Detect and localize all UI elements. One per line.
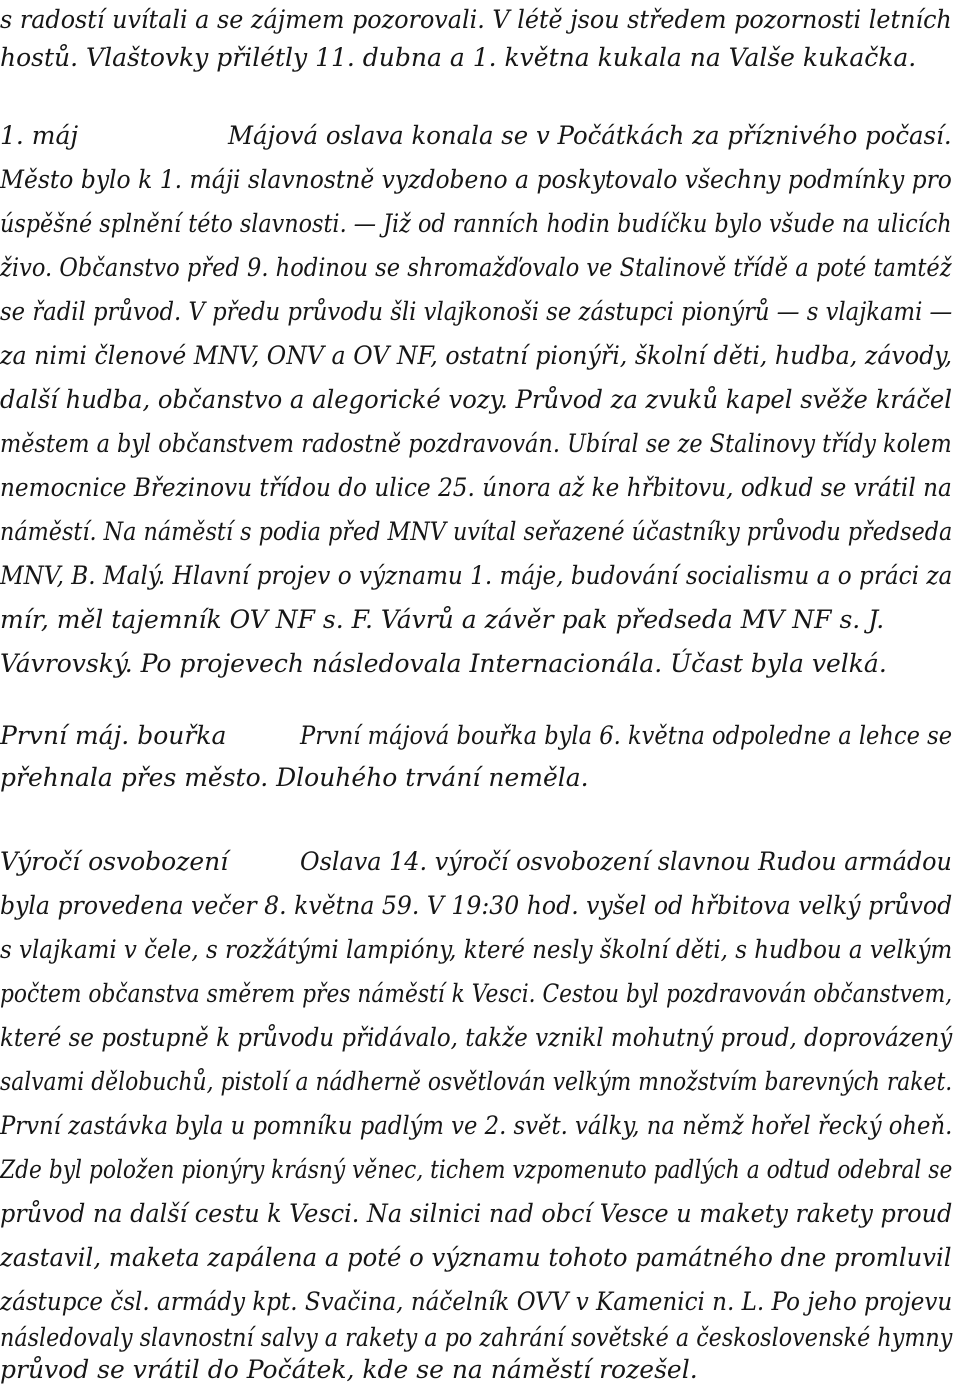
paragraph-line: průvod se vrátil do Počátek, kde se na náměstí rozešel. (0, 1355, 698, 1384)
paragraph-line: přehnala přes město. Dlouhého trvání neměla. (0, 763, 589, 792)
section-first-line-may: Májová oslava konala se v Počátkách za příznivého počasí. (228, 121, 952, 150)
paragraph-line: úspěšné splnění této slavnosti. — Již od ranních hodin budíčku bylo všude na ulicích (0, 209, 952, 238)
paragraph-line: které se postupně k průvodu přidávalo, takže vznikl mohutný proud, doprovázený (0, 1023, 953, 1052)
paragraph-line: mír, měl tajemník OV NF s. F. Vávrů a závěr pak předseda MV NF s. J. (0, 605, 885, 634)
paragraph-line: průvod na další cestu k Vesci. Na silnici nad obcí Vesce u makety rakety proud (0, 1199, 953, 1228)
paragraph-line: další hudba, občanstvo a alegorické vozy. Průvod za zvuků kapel svěže kráčel (0, 385, 953, 414)
section-label-may: 1. máj (0, 121, 79, 150)
paragraph-line: zastavil, maketa zapálena a poté o významu tohoto památného dne promluvil (0, 1243, 952, 1272)
paragraph-line: byla provedena večer 8. května 59. V 19:30 hod. vyšel od hřbitova velký průvod (0, 891, 953, 920)
paragraph-line: nemocnice Březinovu třídou do ulice 25. února až ke hřbitovu, odkud se vrátil na (0, 473, 952, 502)
paragraph-line: zástupce čsl. armády kpt. Svačina, náčelník OVV v Kamenici n. L. Po jeho projevu (0, 1287, 953, 1316)
section-first-line-storm: První májová bouřka byla 6. května odpoledne a lehce se (300, 721, 953, 750)
paragraph-line: živo. Občanstvo před 9. hodinou se shromažďovalo ve Stalinově třídě a poté tamtéž (0, 253, 952, 282)
paragraph-line: Zde byl položen pionýry krásný věnec, tichem vzpomenuto padlých a odtud odebral se (0, 1155, 953, 1184)
paragraph-line: První zastávka byla u pomníku padlým ve 2. svět. války, na němž hořel řecký oheň. (0, 1111, 953, 1140)
paragraph-line: za nimi členové MNV, ONV a OV NF, ostatní pionýři, školní děti, hudba, závody, (0, 341, 953, 370)
intro-line: hostů. Vlaštovky přilétly 11. dubna a 1. května kukala na Valše kukačka. (0, 43, 917, 72)
paragraph-line: následovaly slavnostní salvy a rakety a po zahrání sovětské a československé hymny (0, 1323, 953, 1352)
paragraph-line: Město bylo k 1. máji slavnostně vyzdobeno a poskytovalo všechny podmínky pro (0, 165, 952, 194)
paragraph-line: MNV, B. Malý. Hlavní projev o významu 1. máje, budování socialismu a o práci za (0, 561, 953, 590)
section-first-line-liberation: Oslava 14. výročí osvobození slavnou Rudou armádou (300, 847, 952, 876)
paragraph-line: Vávrovský. Po projevech následovala Internacionála. Účast byla velká. (0, 649, 887, 678)
intro-line: s radostí uvítali a se zájmem pozorovali. V létě jsou středem pozornosti letních (0, 5, 952, 34)
paragraph-line: s vlajkami v čele, s rozžátými lampióny, které nesly školní děti, s hudbou a velkým (0, 935, 953, 964)
section-label-storm: První máj. bouřka (0, 721, 227, 750)
paragraph-line: se řadil průvod. V předu průvodu šli vlajkonoši se zástupci pionýrů — s vlajkami — (0, 297, 953, 326)
paragraph-line: salvami dělobuchů, pistolí a nádherně osvětlován velkým množstvím barevných raket. (0, 1067, 953, 1096)
paragraph-line: počtem občanstva směrem přes náměstí k Vesci. Cestou byl pozdravován občanstvem, (0, 979, 953, 1008)
paragraph-line: městem a byl občanstvem radostně pozdravován. Ubíral se ze Stalinovy třídy kolem (0, 429, 952, 458)
paragraph-line: náměstí. Na náměstí s podia před MNV uvítal seřazené účastníky průvodu předseda (0, 517, 953, 546)
section-label-liberation: Výročí osvobození (0, 847, 229, 876)
